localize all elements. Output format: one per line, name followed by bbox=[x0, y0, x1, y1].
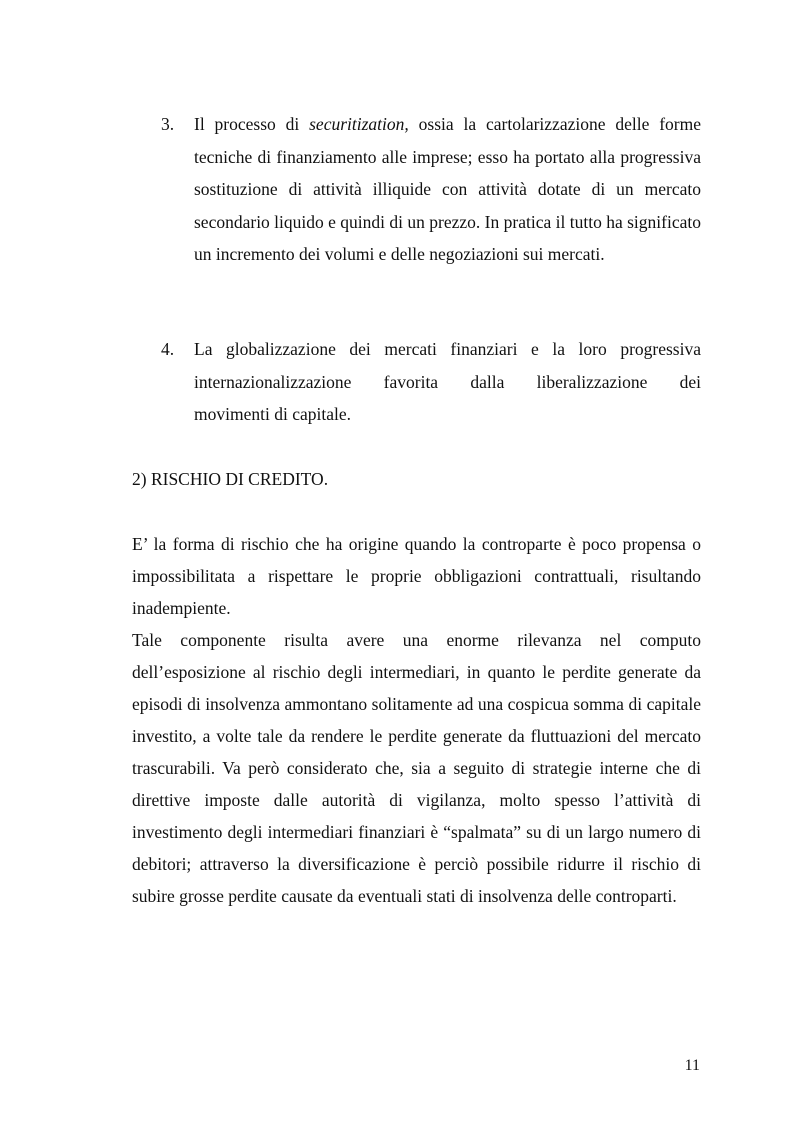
paragraph: E’ la forma di rischio che ha origine quando la controparte è poco propensa o impossibilitata a rispettare le proprie obbligazioni contrattuali, risultando inadempiente. bbox=[132, 534, 701, 618]
list-item-line: movimenti di capitale. bbox=[194, 404, 351, 424]
list-item-line: La globalizzazione dei mercati finanziari e la loro progressiva bbox=[194, 339, 701, 359]
list-item-text bbox=[194, 333, 701, 431]
list-item-line: internazionalizzazione favorita dalla liberalizzazione dei bbox=[194, 371, 701, 392]
paragraph: Tale componente risulta avere una enorme rilevanza nel computo dell’esposizione al rischio degli intermediari, in quanto le perdite generate da episodi di insolvenza ammontano solitamente ad una cospicua somma di capitale investito, a volte tale da rendere le perdite generate da fluttuazioni del mercato trascurabili. Va però considerato che, sia a seguito di strategie interne che di direttive imposte dalle autorità di vigilanza, molto spesso l’attività di investimento degli intermediari finanziari è “spalmata” su di un largo numero di debitori; attraverso la diversificazione è perciò possibile ridurre il rischio di subire grosse perdite causate da eventuali stati di insolvenza delle controparti. bbox=[132, 630, 701, 906]
list-item-text bbox=[194, 108, 701, 271]
page-number: 11 bbox=[684, 1057, 700, 1074]
list-item-text-rest: ossia la cartolarizzazione delle forme tecniche di finanziamento alle imprese; esso ha portato alla progressiva sostituzione di attività illiquide con attività dotate di un mercato secondario liquido e quindi di un prezzo. In pratica il tutto ha significato un incremento dei volumi e delle negoziazioni sui mercati. bbox=[194, 114, 701, 264]
section-heading: 2) RISCHIO DI CREDITO. bbox=[132, 469, 329, 489]
list-item-text-start: Il processo di bbox=[194, 114, 310, 134]
list-item-3 bbox=[161, 108, 701, 271]
list-item-4 bbox=[161, 333, 701, 431]
list-item-number: 3. bbox=[161, 114, 175, 134]
list-item-number: 4. bbox=[161, 339, 175, 359]
emphasized-term: securitization, bbox=[309, 114, 409, 134]
